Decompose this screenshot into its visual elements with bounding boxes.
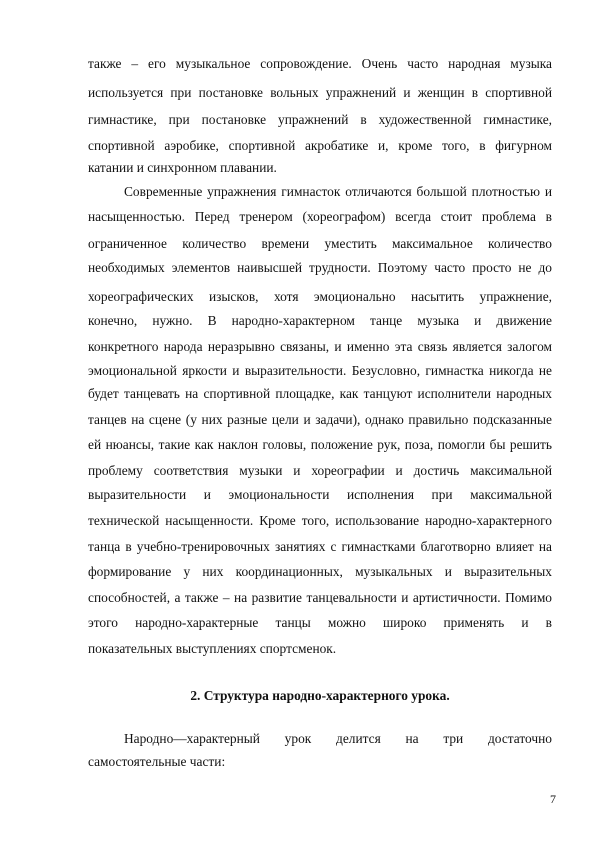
body-text-line: выразительности и эмоциональности исполнения при максимальной [88,487,552,502]
body-text-line: ей нюансы, такие как наклон головы, положение рук, поза, помогли бы решить [88,437,552,452]
body-text-line: конкретного народа неразрывно связаны, и именно эта связь является залогом [88,339,552,354]
body-text-line: также – его музыкальное сопровождение. Очень часто народная музыка [88,56,552,71]
body-text-line: насыщенностью. Перед тренером (хореографом) всегда стоит проблема в [88,209,552,224]
section-heading: 2. Структура народно-характерного урока. [190,688,450,703]
body-text-line: гимнастике, при постановке упражнений в художественной гимнастике, [88,112,552,127]
body-text-line: проблему соответствия музыки и хореографии и достичь максимальной [88,463,552,478]
body-text-line: формирование у них координационных, музыкальных и выразительных [88,564,552,579]
body-text-line: этого народно-характерные танцы можно широко применять и в [88,615,552,630]
body-text-line: используется при постановке вольных упражнений и женщин в спортивной [88,85,552,100]
page-number: 7 [550,792,556,806]
body-text-line: эмоциональной яркости и выразительности. Безусловно, гимнастка никогда не [88,363,552,378]
body-text-line: способностей, а также – на развитие танцевальности и артистичности. Помимо [88,590,552,605]
paragraph-first-line: Современные упражнения гимнасток отличаются большой плотностью и [124,184,552,199]
body-text-line: самостоятельные части: [88,754,226,769]
paragraph-first-line: Народно—характерный урок делится на три достаточно [124,731,552,746]
body-text-line: танца в учебно-тренировочных занятиях с гимнастками благотворно влияет на [88,539,552,554]
body-text-line: будет танцевать на спортивной площадке, как танцуют исполнители народных [88,386,552,401]
body-text-line: танцев на сцене (у них разные цели и задачи), однако правильно подсказанные [88,412,552,427]
body-text-line: необходимых элементов наивысшей трудности. Поэтому часто просто не до [88,260,552,275]
body-text-line: хореографических изысков, хотя эмоционально насытить упражнение, [88,289,552,304]
body-text-line: катании и синхронном плавании. [88,160,277,175]
body-text-line: технической насыщенности. Кроме того, использование народно-характерного [88,513,552,528]
body-text-line: ограниченное количество времени уместить максимальное количество [88,236,552,251]
body-text-line: конечно, нужно. В народно-характерном танце музыка и движение [88,313,552,328]
body-text-line: спортивной аэробике, спортивной акробатике и, кроме того, в фигурном [88,138,552,153]
body-text-line: показательных выступлениях спортсменок. [88,641,337,656]
